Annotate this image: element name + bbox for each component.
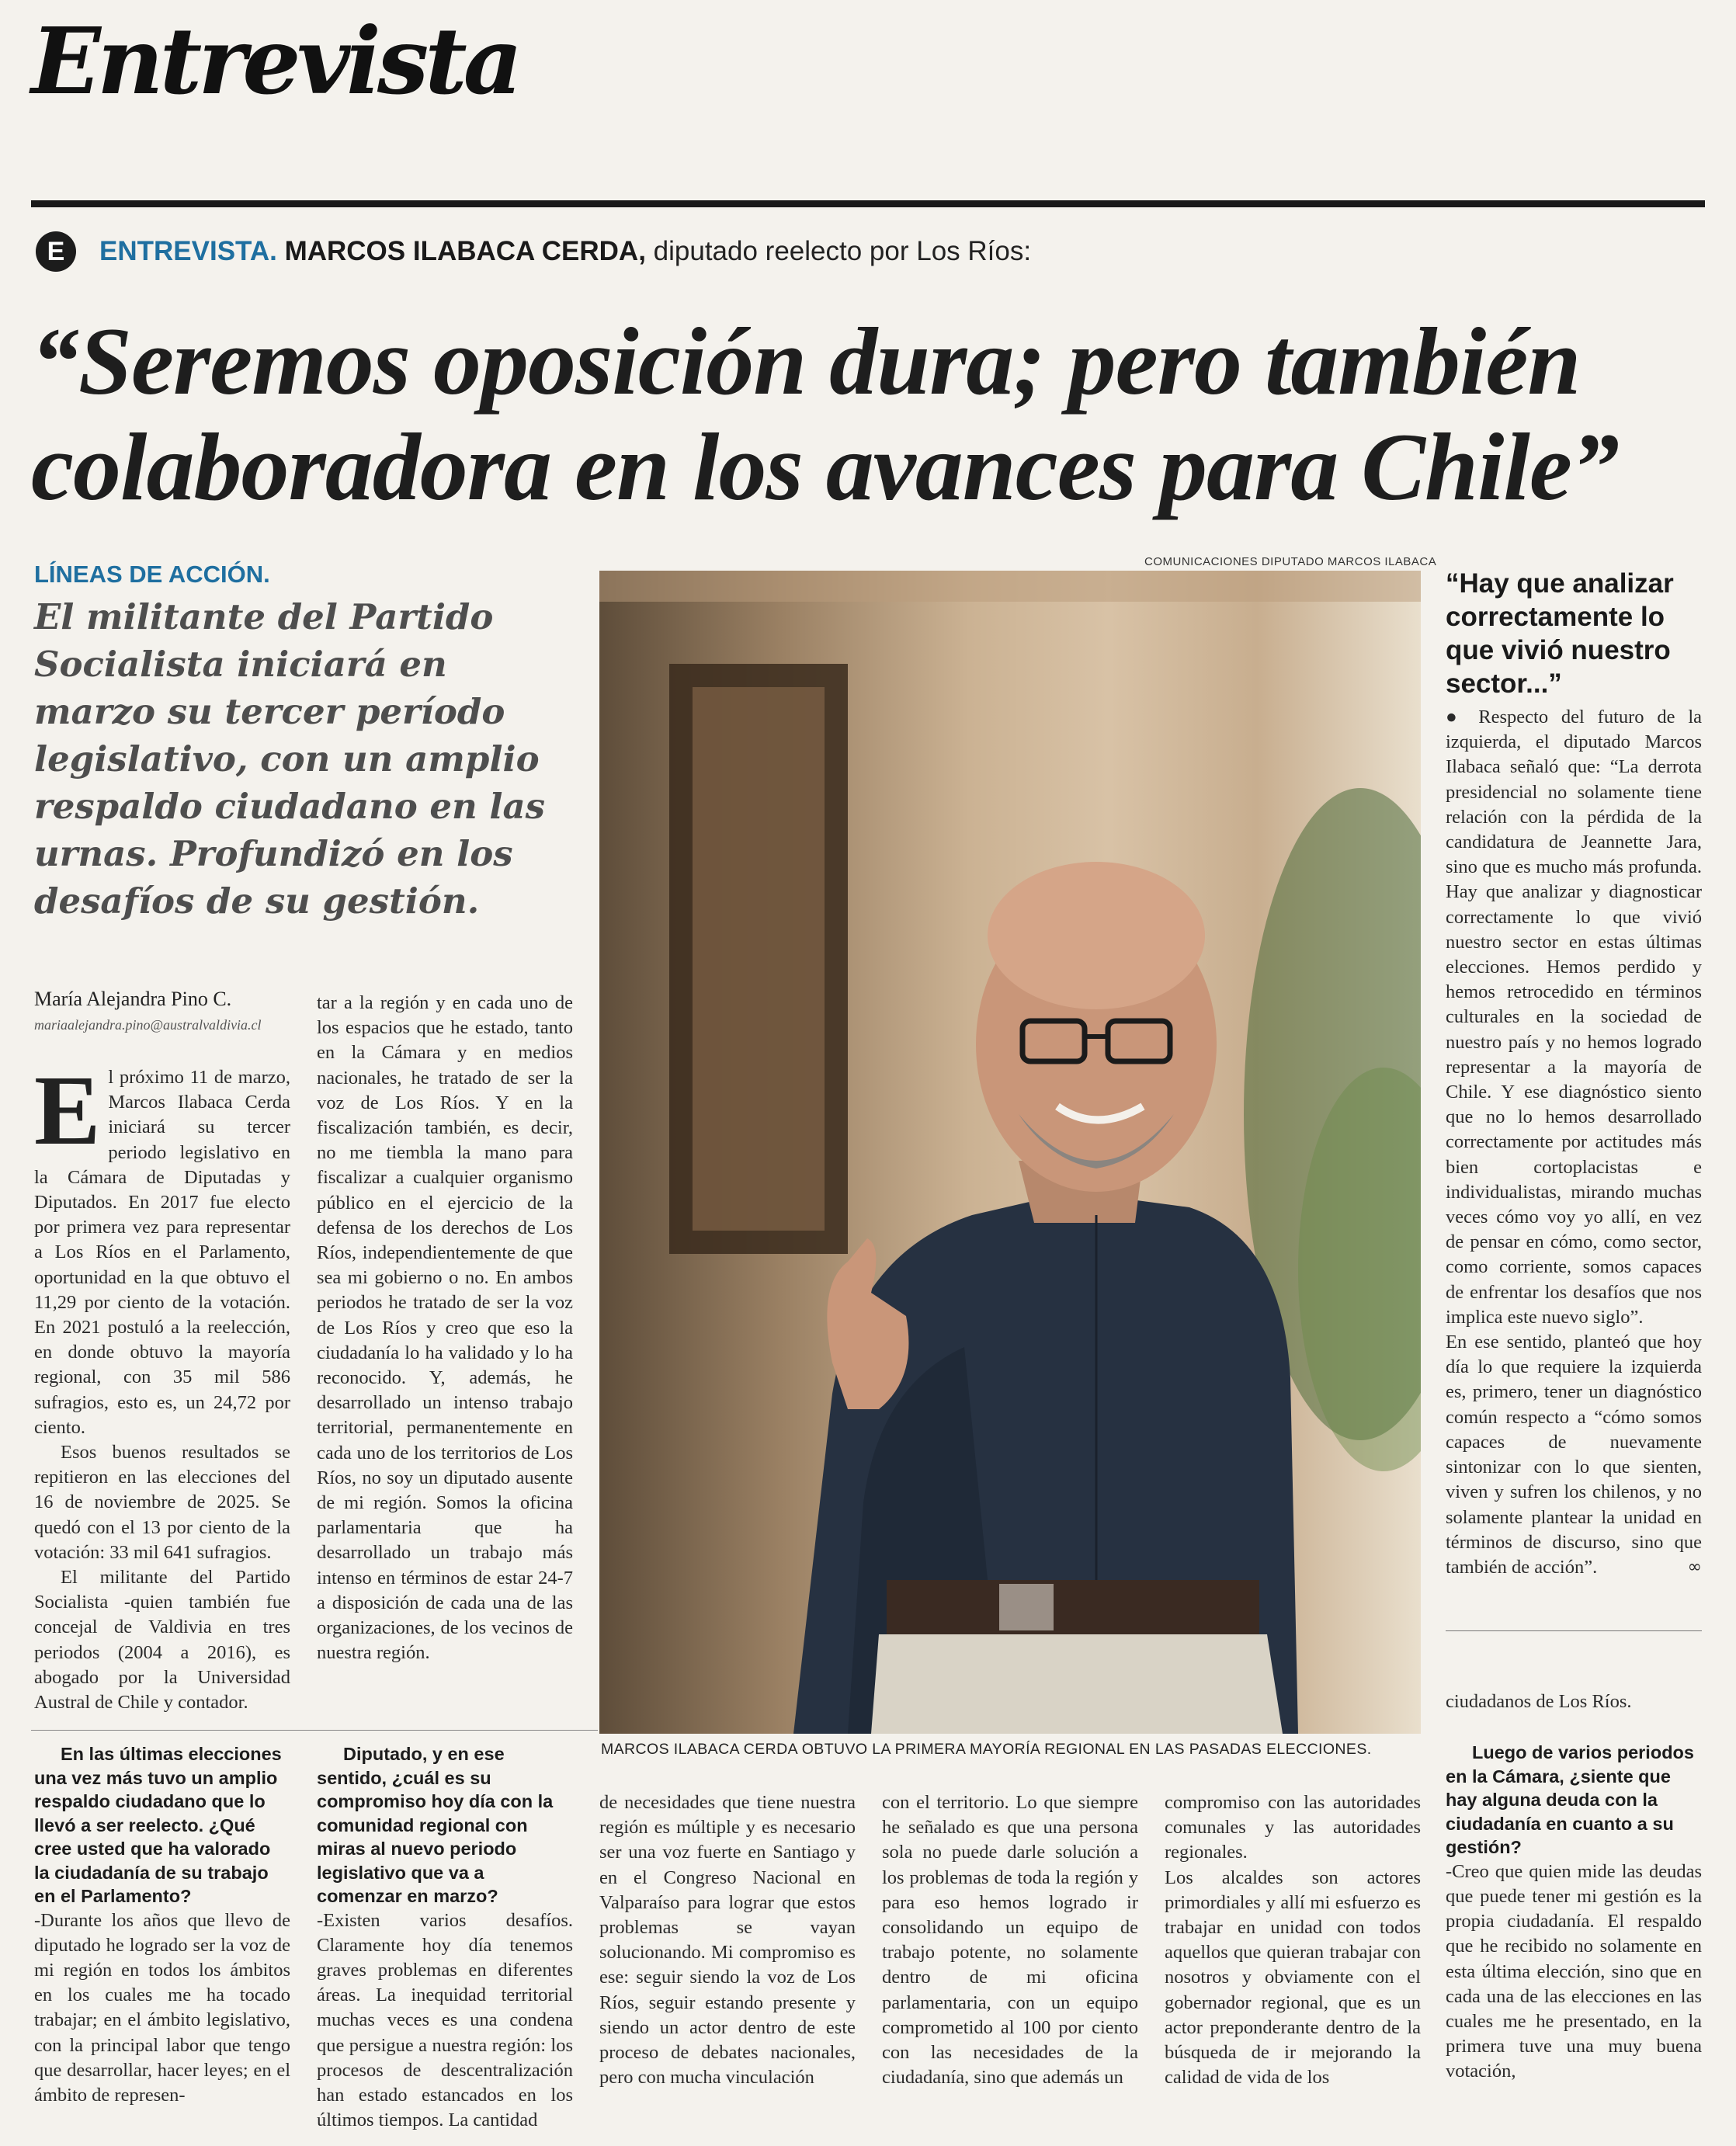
question: En las últimas elecciones una vez más tuvo un amplio respaldo ciudadano que lo llevó a ser reelecto. ¿Qué cree usted que ha valorado la ciudadanía de su trabajo en el Parlamento?	[34, 1744, 282, 1906]
body-column-2	[317, 991, 573, 1665]
photo-caption: MARCOS ILABACA CERDA OBTUVO LA PRIMERA MAYORÍA REGIONAL EN LAS PASADAS ELECCIONES.	[601, 1741, 1372, 1758]
question: Luego de varios periodos en la Cámara, ¿siente que hay alguna deuda con la ciudadanía en cuanto a su gestión?	[1446, 1742, 1694, 1858]
lede-text: El militante del Partido Socialista iniciará en marzo su tercer período legislativo, con un amplio respaldo ciudadano en las urnas. Profundizó en los desafíos de su gestión.	[34, 596, 545, 922]
byline-author: María Alejandra Pino C.	[34, 988, 232, 1010]
section-title: Entrevista	[31, 7, 519, 115]
answer: -Creo que quien mide las deudas que puede tener mi gestión es la propia ciudadanía. El respaldo que he recibido no solamente en esta última elección, sino que en cada una de las elecciones en las cuales me he presentado, en la primera tuve una muy buena votación,	[1446, 1860, 1702, 2082]
sidebar-divider	[1446, 1630, 1702, 1631]
paragraph: compromiso con las autoridades comunales y las autoridades regionales.	[1165, 1792, 1421, 1863]
divider	[31, 1730, 598, 1731]
lede-label: LÍNEAS DE ACCIÓN.	[34, 561, 270, 588]
question: Diputado, y en ese sentido, ¿cuál es su compromiso hoy día con la comunidad regional con miras al nuevo periodo legislativo que va a comenzar en marzo?	[317, 1744, 554, 1906]
body-column-1	[34, 1055, 290, 1715]
section-badge: E	[36, 231, 76, 272]
top-rule	[31, 200, 1705, 207]
byline-email: mariaalejandra.pino@australvaldivia.cl	[34, 1017, 262, 1033]
body-column-5	[1165, 1790, 1421, 2090]
paragraph	[1446, 1330, 1702, 1580]
kicker-rest: diputado reelecto por Los Ríos:	[653, 236, 1032, 266]
kicker-label: ENTREVISTA.	[99, 236, 277, 266]
paragraph: de necesidades que tiene nuestra región es múltiple y es necesario ser una voz fuerte en Santiago y en el Congreso Nacional en Valparaíso para lograr que estos problemas se vayan solucionando. Mi compromiso es ese: seguir siendo la voz de Los Ríos, seguir estando presente y siendo un actor dentro de este proceso de debates nacionales, pero con mucha vinculación	[599, 1792, 856, 2089]
paragraph: tar a la región y en cada uno de los espacios que he estado, tanto en la Cámara y en medios nacionales, he tratado de ser la voz de Los Ríos. Y en la fiscalización también, es decir, no me tiembla la mano para fiscalizar a cualquier organismo público en el ejercicio de la defensa de los derechos de Los Ríos, independientemente de que sea mi gobierno o no. En ambos periodos he tratado de ser la voz de Los Ríos y creo que eso la ciudadanía lo ha validado y lo ha reconocido. Y, además, he desarrollado un intenso trabajo territorial, permanentemente en cada uno de los territorios de Los Ríos, no soy un diputado ausente de mi región. Somos la oficina parlamentaria que ha desarrollado un trabajo más intenso en términos de estar 24-7 a disposición de cada una de las organizaciones, de los vecinos de nuestra región.	[317, 992, 573, 1664]
qa-block-2	[317, 1742, 573, 2133]
paragraph: l próximo 11 de marzo, Marcos Ilabaca Cerda iniciará su tercer periodo legislativo en la Cámara de Diputadas y Diputados. En 2017 fue electo por primera vez para representar a Los Ríos en el Parlamento, oportunidad en la que obtuvo el 11,29 por ciento de la votación. En 2021 postuló a la reelección, en donde obtuvo la mayoría regional, con 35 mil 586 sufragios, esto es, un 24,72 por ciento.	[34, 1067, 290, 1438]
portrait-illustration	[599, 571, 1421, 1734]
headline: “Seremos oposición dura; pero también colaboradora en los avances para Chile”	[31, 308, 1619, 520]
portrait-photo	[599, 571, 1421, 1734]
drop-cap: E	[34, 1055, 101, 1165]
sidebar-body	[1446, 705, 1702, 1580]
sidebar-title: “Hay que analizar correctamente lo que vivió nuestro sector...”	[1446, 568, 1674, 699]
photo-credit: COMUNICACIONES DIPUTADO MARCOS ILABACA	[1144, 555, 1437, 568]
answer: -Existen varios desafíos. Claramente hoy día tenemos graves problemas en diferentes áreas. La inequidad territorial muchas veces es una condena que persigue a nuestra región: los procesos de descentralización han estado estancados en los últimos tiempos. La cantidad	[317, 1909, 573, 2131]
answer: -Durante los años que llevo de diputado he logrado ser la voz de mi región en todos los ámbitos en los cuales me ha tocado trabajar; en el ámbito legislativo, con la principal labor que tengo que desarrollar, hacer leyes; en el ámbito de represen-	[34, 1909, 290, 2106]
kicker	[99, 234, 1031, 269]
paragraph: con el territorio. Lo que siempre he señalado es que una persona sola no puede darle solución a los problemas de toda la región y para eso hemos logrado ir consolidando un equipo de trabajo potente, no solamente dentro de mi oficina parlamentaria, con un equipo comprometido al 100 por ciento con las necesidades de la ciudadanía, sino que además un	[882, 1792, 1138, 2089]
body-column-6	[1446, 1689, 1702, 2085]
paragraph: ciudadanos de Los Ríos.	[1446, 1691, 1632, 1712]
kicker-name: MARCOS ILABACA CERDA,	[284, 236, 646, 266]
paragraph: Los alcaldes son actores primordiales y allí mi esfuerzo es trabajar en unidad con todos aquellos que quieran trabajar con nosotros y obviamente con el gobernador regional, que es un actor preponderante dentro de la búsqueda de ir mejorando la calidad de vida de los	[1165, 1866, 1421, 2089]
body-column-3	[599, 1790, 856, 2090]
paragraph: El militante del Partido Socialista -quien también fue concejal de Valdivia en tres periodos (2004 a 2016), es abogado por la Universidad Austral de Chile y contador.	[34, 1567, 290, 1714]
sidebar-paragraph-text: En ese sentido, planteó que hoy día lo que requiere la izquierda es, primero, tener un diagnóstico común respecto a “cómo somos capaces de nuevamente sintonizar con lo que sienten, viven y sufren los chilenos, y no solamente plantear la unidad en términos de discurso, sino que también de acción”.	[1446, 1332, 1702, 1578]
paragraph: Esos buenos resultados se repitieron en las elecciones del 16 de noviembre de 2025. Se quedó con el 13 por ciento de la votación: 33 mil 641 sufragios.	[34, 1442, 290, 1563]
qa-block-1	[34, 1742, 290, 2108]
body-column-4	[882, 1790, 1138, 2090]
end-mark-icon: ∞	[1687, 1557, 1702, 1577]
paragraph: ● Respecto del futuro de la izquierda, el diputado Marcos Ilabaca señaló que: “La derrota presidencial no solamente tiene relación con la pérdida de la candidatura de Jeannette Jara, sino que es mucho más profunda. Hay que analizar y diagnosticar correctamente lo que vivió nuestro sector en estas últimas elecciones. Hemos perdido y hemos retrocedido en términos culturales en la sociedad de nuestro país y no hemos logrado representar a la mayoría de Chile. Y ese diagnóstico siento que no lo hemos desarrollado correctamente por actitudes más bien cortoplacistas e individualistas, mirando muchas veces cómo voy yo allí, en vez de pensar en cómo, como sector, como corriente, somos capaces de enfrentar los desafíos que nos implica este nuevo siglo”.	[1446, 707, 1702, 1328]
